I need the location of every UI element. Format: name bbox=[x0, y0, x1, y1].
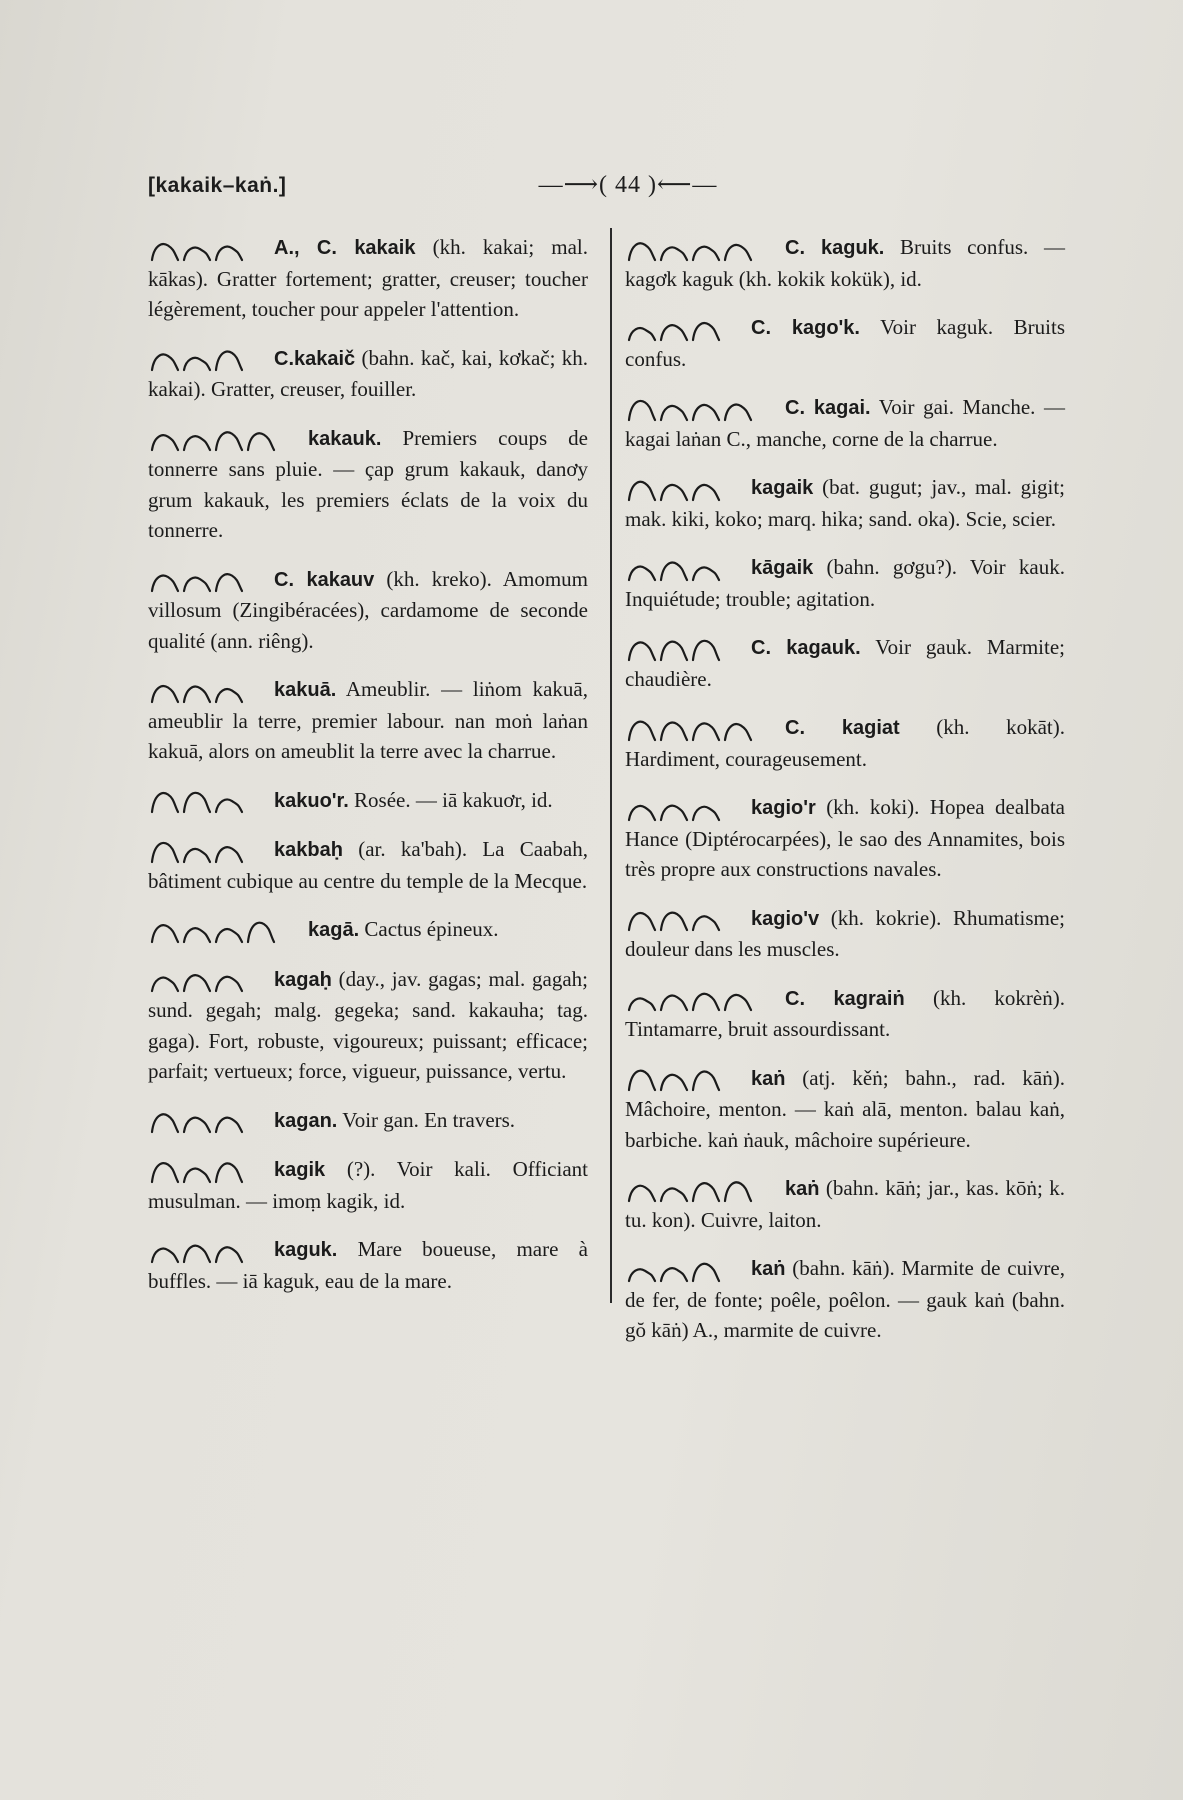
entry-headword: C. kagai. bbox=[785, 397, 871, 419]
entry-headword: kāgaik bbox=[751, 557, 814, 579]
dictionary-entry bbox=[625, 983, 1065, 1045]
right-column bbox=[625, 232, 1065, 1364]
dictionary-entry bbox=[625, 792, 1065, 885]
entry-definition: (bat. gugut; jav., mal. gigit; mak. kiki, koko; marq. hika; sand. oka). Scie, scier. bbox=[625, 475, 1065, 531]
entry-definition: (ar. ka'bah). La Caabah, bâtiment cubique au centre du temple de la Mecque. bbox=[148, 837, 588, 893]
entry-headword: kagā. bbox=[308, 919, 360, 941]
cham-script-glyph bbox=[625, 634, 741, 664]
cham-script-glyph bbox=[625, 394, 775, 424]
entry-definition: Voir kaguk. Bruits confus. bbox=[625, 315, 1065, 371]
entry-headword: C. kagraiṅ bbox=[785, 987, 905, 1010]
entry-headword: C. kagiat bbox=[785, 717, 900, 739]
cham-script-glyph bbox=[148, 965, 264, 995]
dictionary-entry bbox=[148, 343, 588, 405]
entry-definition: (kh. koki). Hopea dealbata Hance (Diptérocarpées), le sao des Annamites, bois très propre aux constructions navales. bbox=[625, 795, 1065, 881]
entry-headword: kakuo'r. bbox=[274, 789, 349, 812]
entry-definition: (bahn. kāṅ). Marmite de cuivre, de fer, de fonte; poêle, poêlon. — gauk kaṅ (bahn. gŏ kāṅ) A., marmite de cuivre. bbox=[625, 1256, 1065, 1342]
cham-script-glyph bbox=[148, 344, 264, 374]
entry-definition: (bahn. gơgu?). Voir kauk. Inquiétude; trouble; agitation. bbox=[625, 555, 1065, 611]
cham-script-glyph bbox=[625, 714, 775, 744]
dictionary-entry bbox=[625, 392, 1065, 454]
entry-headword: kagan. bbox=[274, 1109, 338, 1132]
dictionary-entry bbox=[148, 964, 588, 1087]
dictionary-entry bbox=[625, 1173, 1065, 1235]
cham-script-glyph bbox=[148, 565, 264, 595]
cham-script-glyph bbox=[148, 1236, 264, 1266]
cham-script-glyph bbox=[148, 836, 264, 866]
cham-script-glyph bbox=[625, 904, 741, 934]
entry-definition: Cactus épineux. bbox=[359, 917, 499, 941]
entry-definition: (bahn. kač, kai, kơkač; kh. kakai). Gratter, creuser, fouiller. bbox=[148, 345, 588, 401]
entry-definition: (kh. kreko). Amomum villosum (Zingibéracées), cardamome de seconde qualité (ann. riêng). bbox=[148, 566, 589, 653]
dictionary-entry bbox=[148, 834, 588, 896]
entry-definition: (kh. kokrèṅ). Tintamarre, bruit assourdissant. bbox=[625, 985, 1065, 1041]
cham-script-glyph bbox=[625, 984, 775, 1014]
entry-headword: A., C. kakaik bbox=[274, 237, 416, 259]
dictionary-entry bbox=[148, 232, 588, 325]
entry-headword: kaṅ bbox=[785, 1178, 820, 1200]
entry-headword: kakauk. bbox=[308, 427, 382, 450]
dictionary-entry bbox=[148, 423, 588, 546]
dictionary-entry bbox=[625, 712, 1065, 774]
cham-script-glyph bbox=[148, 916, 298, 946]
entry-definition: Voir gai. Manche. — kagai laṅan C., manche, corne de la charrue. bbox=[625, 395, 1065, 451]
entry-definition: Premiers coups de tonnerre sans pluie. — çap grum kakauk, danơy grum kakauk, les premiers éclats de la voix du tonnerre. bbox=[148, 425, 588, 542]
dictionary-entry bbox=[625, 232, 1065, 294]
dictionary-entry bbox=[625, 632, 1065, 694]
entry-definition: (day., jav. gagas; mal. gagah; sund. gegah; malg. gegeka; sand. kakauha; tag. gaga). Fort, robuste, vigoureux; puissant; efficace; parfait; vertueux; force, vigueur, puissance, vertu. bbox=[148, 966, 588, 1083]
dictionary-entry bbox=[148, 914, 588, 946]
cham-script-glyph bbox=[625, 234, 775, 264]
entry-headword: kagaik bbox=[751, 477, 814, 499]
left-column bbox=[148, 232, 588, 1314]
entry-definition: (bahn. kāṅ; jar., kas. kōṅ; k. tu. kon). Cuivre, laiton. bbox=[625, 1176, 1065, 1232]
entry-definition: (?). Voir kali. Officiant musulman. — imoṃ kagik, id. bbox=[148, 1157, 588, 1213]
cham-script-glyph bbox=[625, 474, 741, 504]
cham-script-glyph bbox=[148, 1106, 264, 1136]
page-number: —⟶( 44 )⟵— bbox=[538, 172, 718, 198]
dictionary-entry bbox=[625, 1063, 1065, 1156]
cham-script-glyph bbox=[625, 554, 741, 584]
dictionary-entry bbox=[148, 1105, 588, 1137]
cham-script-glyph bbox=[148, 1156, 264, 1186]
cham-script-glyph bbox=[148, 676, 264, 706]
dictionary-entry bbox=[148, 1234, 588, 1296]
cham-script-glyph bbox=[625, 1064, 741, 1094]
entry-headword: kaṅ bbox=[751, 1067, 786, 1090]
dictionary-entry bbox=[148, 785, 588, 817]
cham-script-glyph bbox=[625, 794, 741, 824]
entry-headword: kagio'v bbox=[751, 907, 820, 930]
column-divider bbox=[610, 228, 612, 1303]
entry-definition: Voir gan. En travers. bbox=[337, 1107, 516, 1132]
entry-headword: C.kakaič bbox=[274, 347, 356, 370]
cham-script-glyph bbox=[625, 314, 741, 344]
entry-headword: C. kakauv bbox=[274, 568, 375, 591]
entry-headword: kaguk. bbox=[274, 1239, 338, 1261]
entry-headword: kakuā. bbox=[274, 679, 337, 701]
running-head: [kakaik–kaṅ.] bbox=[148, 174, 287, 197]
entry-definition: (kh. kokāt). Hardiment, courageusement. bbox=[625, 715, 1065, 771]
dictionary-entry bbox=[625, 312, 1065, 374]
entry-definition: (kh. kokrie). Rhumatisme; douleur dans les muscles. bbox=[625, 905, 1065, 961]
cham-script-glyph bbox=[625, 1255, 741, 1285]
entry-headword: kaṅ bbox=[751, 1258, 786, 1280]
entry-definition: (atj. kěṅ; bahn., rad. kāṅ). Mâchoire, menton. — kaṅ alā, menton. balau kaṅ, barbiche. kaṅ ṅauk, mâchoire supérieure. bbox=[625, 1065, 1065, 1152]
entry-headword: kagaḥ bbox=[274, 968, 332, 991]
entry-headword: kagik bbox=[274, 1159, 326, 1181]
entry-definition: Mare boueuse, mare à buffles. — iā kaguk, eau de la mare. bbox=[148, 1237, 588, 1293]
cham-script-glyph bbox=[148, 234, 264, 264]
dictionary-entry bbox=[625, 552, 1065, 614]
cham-script-glyph bbox=[148, 786, 264, 816]
entry-definition: Voir gauk. Marmite; chaudière. bbox=[625, 635, 1065, 691]
entry-definition: Rosée. — iā kakuơr, id. bbox=[348, 787, 553, 812]
dictionary-entry bbox=[625, 472, 1065, 534]
dictionary-entry bbox=[625, 903, 1065, 965]
page-header bbox=[148, 170, 1078, 210]
cham-script-glyph bbox=[625, 1175, 775, 1205]
entry-definition: Ameublir. — liṅom kakuā, ameublir la terre, premier labour. nan moṅ laṅan kakuā, alors on ameublit la terre avec la charrue. bbox=[148, 677, 588, 763]
entry-definition: Bruits confus. — kagơk kaguk (kh. kokik kokük), id. bbox=[625, 235, 1065, 291]
entry-headword: C. kagauk. bbox=[751, 637, 861, 659]
entry-headword: kakbaḥ bbox=[274, 839, 343, 861]
entry-definition: (kh. kakai; mal. kākas). Gratter fortement; gratter, creuser; toucher légèrement, toucher pour appeler l'attention. bbox=[148, 235, 589, 321]
dictionary-entry bbox=[625, 1253, 1065, 1346]
cham-script-glyph bbox=[148, 424, 298, 454]
dictionary-entry bbox=[148, 564, 588, 657]
entry-headword: C. kaguk. bbox=[785, 237, 885, 259]
entry-headword: kagio'r bbox=[751, 797, 816, 819]
dictionary-entry bbox=[148, 674, 588, 767]
dictionary-entry bbox=[148, 1154, 588, 1216]
entry-headword: C. kago'k. bbox=[751, 317, 860, 339]
